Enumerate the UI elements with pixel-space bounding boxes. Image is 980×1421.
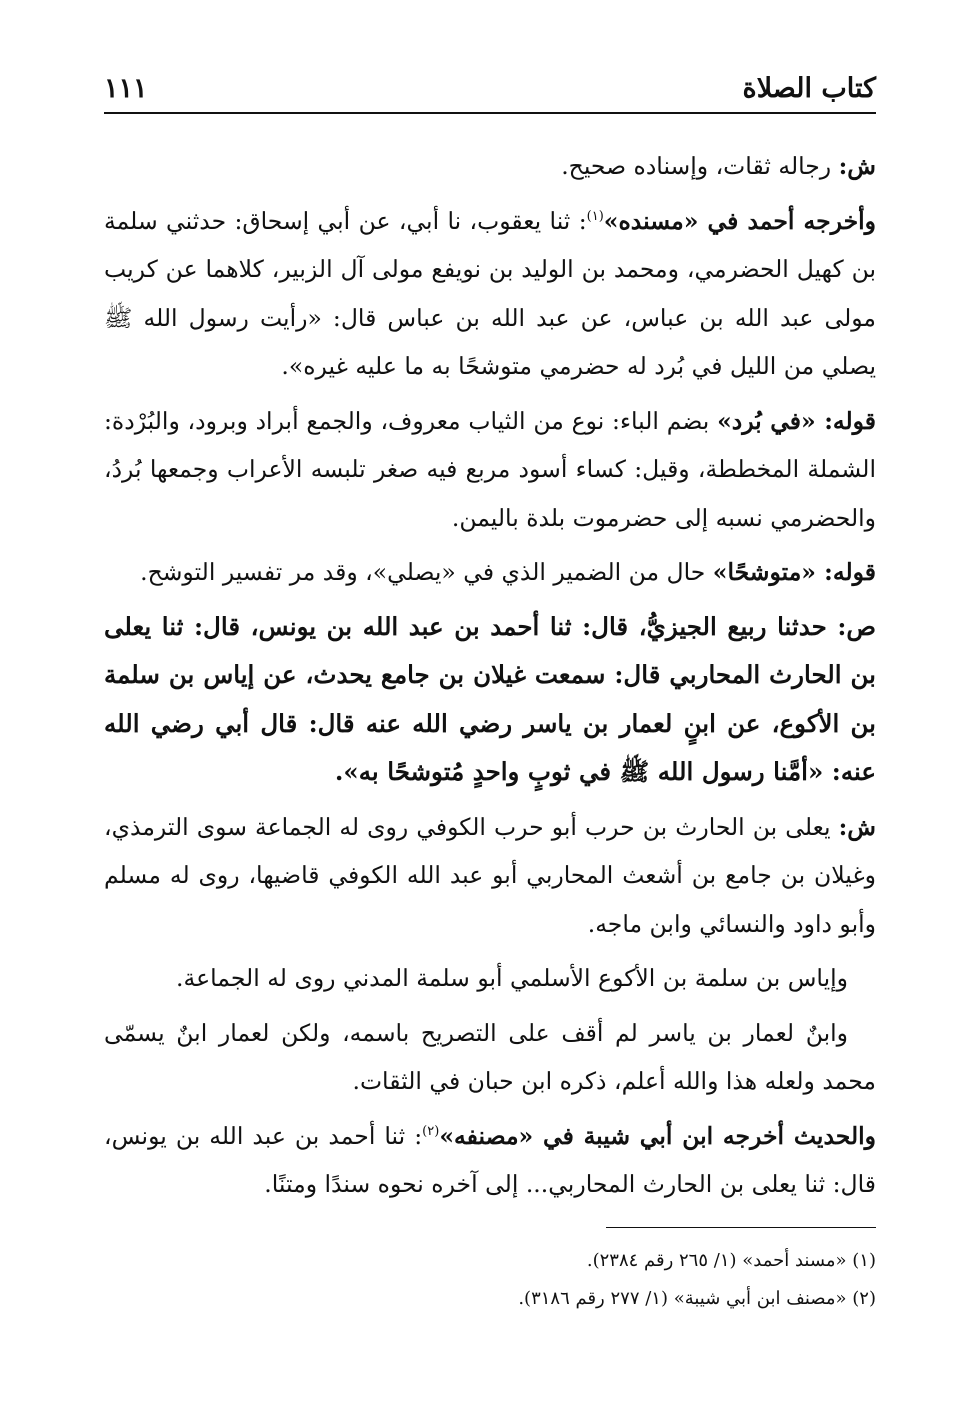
footnote-ref-2[interactable]: (٢) — [422, 1123, 440, 1139]
hadith-text: ص: حدثنا ربيع الجيزيُّ، قال: ثنا أحمد بن عبد الله بن يونس، قال: ثنا يعلى بن الحارث المحاربي قال: سمعت غيلان بن جامع يحدث، عن إياس بن سلمة بن الأكوع، عن ابنٍ لعمار بن ياسر رضي الله عنه قال: قال أبي رضي الله عنه: «أمَّنا رسول الله ﷺ في ثوبٍ واحدٍ مُتوشحًا به». — [104, 611, 876, 786]
footnotes — [104, 1227, 876, 1318]
narrator-text: وإياس بن سلمة بن الأكوع الأسلمي أبو سلمة المدني روى له الجماعة. — [176, 964, 848, 992]
commentary-text: يعلى بن الحارث بن حرب أبو حرب الكوفي روى له الجماعة سوى الترمذي، وغيلان بن جامع بن أشعث المحاربي أبو عبد الله الكوفي قاضيها، روى له مسلم وأبو داود والنسائي وابن ماجه. — [104, 812, 876, 938]
commentary-text: رجاله ثقات، وإسناده صحيح. — [561, 152, 839, 180]
explanation-paragraph — [104, 397, 876, 543]
takhrij-label: والحديث أخرجه ابن أبي شيبة في «مصنفه» — [439, 1121, 876, 1150]
explanation-text: حال من الضمير الذي في «يصلي»، وقد مر تفسير التوشح. — [140, 558, 713, 586]
page-header — [104, 62, 876, 114]
page-body — [104, 142, 876, 1209]
commentary-paragraph — [104, 803, 876, 949]
takhrij-paragraph — [104, 1112, 876, 1209]
running-title: كتاب الصلاة — [742, 73, 876, 104]
hadith-text-paragraph — [104, 603, 876, 797]
commentary-paragraph — [104, 142, 876, 191]
commentary-label: ش: — [838, 152, 876, 180]
takhrij-paragraph — [104, 197, 876, 391]
explanation-text: بضم الباء: نوع من الثياب معروف، والجمع أبراد وبرود، والبُرْدة: الشملة المخططة، وقيل: كساء أسود مربع فيه صغر تلبسه الأعراب وجمعها بُردُ، والحضرمي نسبه إلى حضرموت بلدة باليمن. — [104, 406, 876, 532]
footnote-1: (١) «مسند أحمد» (١/ ٢٦٥ رقم ٢٣٨٤). — [586, 1249, 876, 1271]
narrator-text: وابنٌ لعمار بن ياسر لم أقف على التصريح باسمه، ولكن لعمار ابنٌ يسمّى محمد ولعله هذا والله أعلم، ذكره ابن حبان في الثقات. — [104, 1018, 876, 1095]
narrator-paragraph — [104, 954, 876, 1003]
explanation-paragraph — [104, 548, 876, 597]
takhrij-text: : ثنا أحمد بن عبد الله بن يونس، قال: ثنا يعلى بن الحارث المحاربي... إلى آخره نحوه سندًا ومتنًا. — [104, 1121, 876, 1198]
footnote-ref-1[interactable]: (١) — [586, 208, 604, 224]
explanation-label: قوله: «في بُرد» — [717, 406, 876, 435]
explanation-label: قوله: «متوشحًا» — [712, 558, 876, 586]
footnote-2: (٢) «مصنف ابن أبي شيبة» (١/ ٢٧٧ رقم ٣١٨٦). — [518, 1287, 876, 1309]
takhrij-text: : ثنا يعقوب، نا أبي، عن أبي إسحاق: حدثني سلمة بن كهيل الحضرمي، ومحمد بن الوليد بن نويفع مولى آل الزبير، كلاهما عن كريب مولى عبد الله بن عباس، عن عبد الله بن عباس قال: «رأيت رسول الله ﷺ يصلي من الليل في بُرد له حضرمي متوشحًا به ما عليه غيره». — [104, 206, 876, 380]
commentary-label: ش: — [838, 812, 876, 841]
footnote-divider — [606, 1227, 876, 1228]
takhrij-label: وأخرجه أحمد في «مسنده» — [603, 206, 876, 235]
page-number: ١١١ — [104, 73, 148, 104]
narrator-paragraph — [104, 1009, 876, 1106]
